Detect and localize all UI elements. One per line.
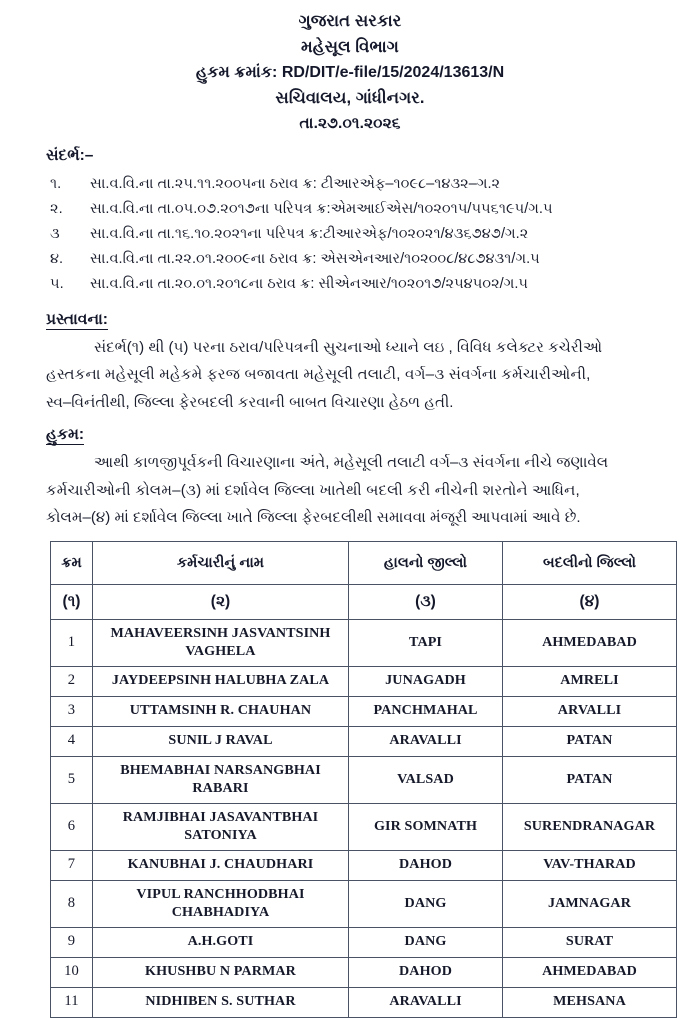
spacer — [0, 297, 700, 310]
column-header-transfer-district: બદલીનો જિલ્લો — [503, 541, 677, 584]
cell-serial: 4 — [51, 726, 93, 756]
cell-serial: 3 — [51, 696, 93, 726]
cell-transfer-district: ARVALLI — [503, 696, 677, 726]
table-row — [51, 696, 677, 726]
order-line: આથી કાળજીપૂર્વકની વિચારણાના અંતે, મહેસૂલી તલાટી વર્ગ–૩ સંવર્ગના નીચે જણાવેલ — [94, 454, 609, 471]
government-name: ગુજરાત સરકાર — [298, 12, 402, 30]
order-line: કોલમ–(૪) માં દર્શાવેલ જિલ્લા ખાતે જિલ્લા ફેરબદલીથી સમાવવા મંજૂરી આપવામાં આવે છે. — [46, 509, 581, 526]
cell-current-district: GIR SOMNATH — [349, 803, 503, 850]
table-header-row — [51, 541, 677, 584]
reference-item-text: સા.વ.વિ.ના તા.૨૨.૦૧.૨૦૦૯ના ઠરાવ ક્ર: એસએનઆર/૧૦૨૦૦૮/૪૮૭૪૩૧/ગ.૫ — [90, 250, 540, 267]
cell-current-district: VALSAD — [349, 756, 503, 803]
cell-transfer-district: SURAT — [503, 927, 677, 957]
name-line-1: BHEMABHAI NARSANGBHAI — [120, 762, 321, 778]
reference-item — [0, 197, 700, 222]
table-row — [51, 726, 677, 756]
cell-transfer-district: MEHSANA — [503, 987, 677, 1017]
reference-list — [0, 172, 700, 297]
cell-employee-name — [93, 756, 349, 803]
name-line-2: RABARI — [192, 779, 249, 796]
order-number: હુકમ ક્રમાંક: RD/DIT/e-file/15/2024/13613/N — [195, 64, 505, 81]
cell-current-district: DAHOD — [349, 957, 503, 987]
cell-current-district: DANG — [349, 927, 503, 957]
cell-serial: 7 — [51, 850, 93, 880]
cell-employee-name — [93, 880, 349, 927]
table-row — [51, 850, 677, 880]
table-row — [51, 957, 677, 987]
cell-serial: 5 — [51, 756, 93, 803]
column-number: (૩) — [349, 584, 503, 619]
reference-heading: સંદર્ભ:– — [46, 146, 94, 164]
table-row — [51, 927, 677, 957]
cell-employee-name: A.H.GOTI — [93, 927, 349, 957]
cell-current-district: ARAVALLI — [349, 987, 503, 1017]
spacer — [0, 416, 700, 425]
cell-current-district: JUNAGADH — [349, 666, 503, 696]
reference-item-number: ૪. — [50, 250, 64, 267]
reference-item — [0, 272, 700, 297]
preamble-line: સ્વ–વિનંતીથી, જિલ્લા ફેરબદલી કરવાની બાબત વિચારણા હેઠળ હતી. — [46, 393, 454, 411]
spacer — [0, 137, 700, 146]
reference-section — [0, 146, 700, 297]
table-row — [51, 803, 677, 850]
cell-transfer-district: PATAN — [503, 726, 677, 756]
cell-serial: 10 — [51, 957, 93, 987]
column-number: (૨) — [93, 584, 349, 619]
document-header — [0, 0, 700, 137]
cell-employee-name — [93, 619, 349, 666]
column-number: (૪) — [503, 584, 677, 619]
transfer-table-wrapper — [50, 541, 676, 1018]
reference-item-number: ૧. — [50, 175, 62, 192]
cell-transfer-district: AMRELI — [503, 666, 677, 696]
name-line-1: MAHAVEERSINH JASVANTSINH — [110, 625, 331, 641]
cell-current-district: DAHOD — [349, 850, 503, 880]
cell-serial: 2 — [51, 666, 93, 696]
reference-item — [0, 172, 700, 197]
preamble-line: સંદર્ભ(૧) થી (૫) પરના ઠરાવ/પરિપત્રની સુચનાઓ ધ્યાને લઇ , વિવિધ કલેક્ટર કચેરીઓ — [94, 338, 603, 356]
transfer-table — [50, 541, 677, 1018]
reference-item-text: સા.વ.વિ.ના તા.૨૫.૧૧.૨૦૦૫ના ઠરાવ ક્ર: ટીઆરએફ–૧૦૯૮–૧૪૩૨–ગ.૨ — [90, 175, 501, 192]
cell-employee-name: SUNIL J RAVAL — [93, 726, 349, 756]
cell-employee-name — [93, 803, 349, 850]
name-line-2: VAGHELA — [185, 642, 256, 659]
column-number: (૧) — [51, 584, 93, 619]
reference-item-text: સા.વ.વિ.ના તા.૦૫.૦૭.૨૦૧૭ના પરિપત્ર ક્ર:એમઆઈએસ/૧૦૨૦૧૫/૫૫૬૧૯૫/ગ.૫ — [90, 200, 553, 217]
cell-current-district: ARAVALLI — [349, 726, 503, 756]
order-date: તા.૨૭.૦૧.૨૦૨૬ — [299, 115, 401, 132]
cell-employee-name: JAYDEEPSINH HALUBHA ZALA — [93, 666, 349, 696]
preamble-section — [0, 310, 700, 417]
order-heading: હુકમ: — [46, 426, 85, 443]
cell-transfer-district: VAV-THARAD — [503, 850, 677, 880]
name-line-1: VIPUL RANCHHODBHAI — [136, 886, 305, 902]
order-body — [46, 449, 654, 532]
secretariat-location: સચિવાલય, ગાંધીનગર. — [275, 88, 425, 107]
table-row — [51, 987, 677, 1017]
name-line-2: CHABHADIYA — [171, 903, 270, 920]
cell-serial: 8 — [51, 880, 93, 927]
column-header-serial: ક્રમ — [51, 541, 93, 584]
preamble-line: હસ્તકના મહેસૂલી મહેકમે ફરજ બજાવતા મહેસૂલી તલાટી, વર્ગ–૩ સંવર્ગના કર્મચારીઓની, — [46, 366, 591, 383]
table-row — [51, 619, 677, 666]
cell-transfer-district: JAMNAGAR — [503, 880, 677, 927]
cell-employee-name: KANUBHAI J. CHAUDHARI — [93, 850, 349, 880]
cell-employee-name: KHUSHBU N PARMAR — [93, 957, 349, 987]
order-line: કર્મચારીઓની કોલમ–(૩) માં દર્શાવેલ જિલ્લા ખાતેથી બદલી કરી નીચેની શરતોને આધિન, — [46, 481, 580, 499]
cell-employee-name: UTTAMSINH R. CHAUHAN — [93, 696, 349, 726]
reference-item — [0, 247, 700, 272]
table-column-number-row — [51, 584, 677, 619]
preamble-heading: પ્રસ્તાવના: — [46, 310, 108, 328]
reference-item-number: ૫. — [50, 275, 64, 292]
table-row — [51, 666, 677, 696]
reference-item — [0, 222, 700, 247]
cell-employee-name: NIDHIBEN S. SUTHAR — [93, 987, 349, 1017]
table-row — [51, 756, 677, 803]
reference-item-number: ૩ — [50, 225, 60, 242]
cell-current-district: TAPI — [349, 619, 503, 666]
reference-item-number: ૨. — [50, 200, 63, 217]
name-line-2: SATONIYA — [184, 826, 257, 843]
reference-item-text: સા.વ.વિ.ના તા.૨૦.૦૧.૨૦૧૮ના ઠરાવ ક્ર: સીએનઆર/૧૦૨૦૧૭/૨૫૪૫૦૨/ગ.૫ — [90, 275, 529, 292]
cell-serial: 1 — [51, 619, 93, 666]
preamble-body — [46, 334, 654, 417]
cell-current-district: PANCHMAHAL — [349, 696, 503, 726]
cell-transfer-district: AHMEDABAD — [503, 619, 677, 666]
cell-serial: 9 — [51, 927, 93, 957]
order-section — [0, 425, 700, 532]
table-row — [51, 880, 677, 927]
column-header-current-district: હાલનો જીલ્લો — [349, 541, 503, 584]
department-name: મહેસૂલ વિભાગ — [301, 37, 399, 56]
name-line-1: RAMJIBHAI JASAVANTBHAI — [122, 809, 319, 825]
cell-serial: 11 — [51, 987, 93, 1017]
cell-transfer-district: SURENDRANAGAR — [503, 803, 677, 850]
reference-item-text: સા.વ.વિ.ના તા.૧૬.૧૦.૨૦૨૧ના પરિપત્ર ક્ર:ટીઆરએફ/૧૦૨૦૨૧/૪૩૬૭૪૭/ગ.૨ — [90, 225, 529, 242]
column-header-employee-name: કર્મચારીનું નામ — [93, 541, 349, 584]
cell-transfer-district: AHMEDABAD — [503, 957, 677, 987]
cell-transfer-district: PATAN — [503, 756, 677, 803]
cell-current-district: DANG — [349, 880, 503, 927]
cell-serial: 6 — [51, 803, 93, 850]
